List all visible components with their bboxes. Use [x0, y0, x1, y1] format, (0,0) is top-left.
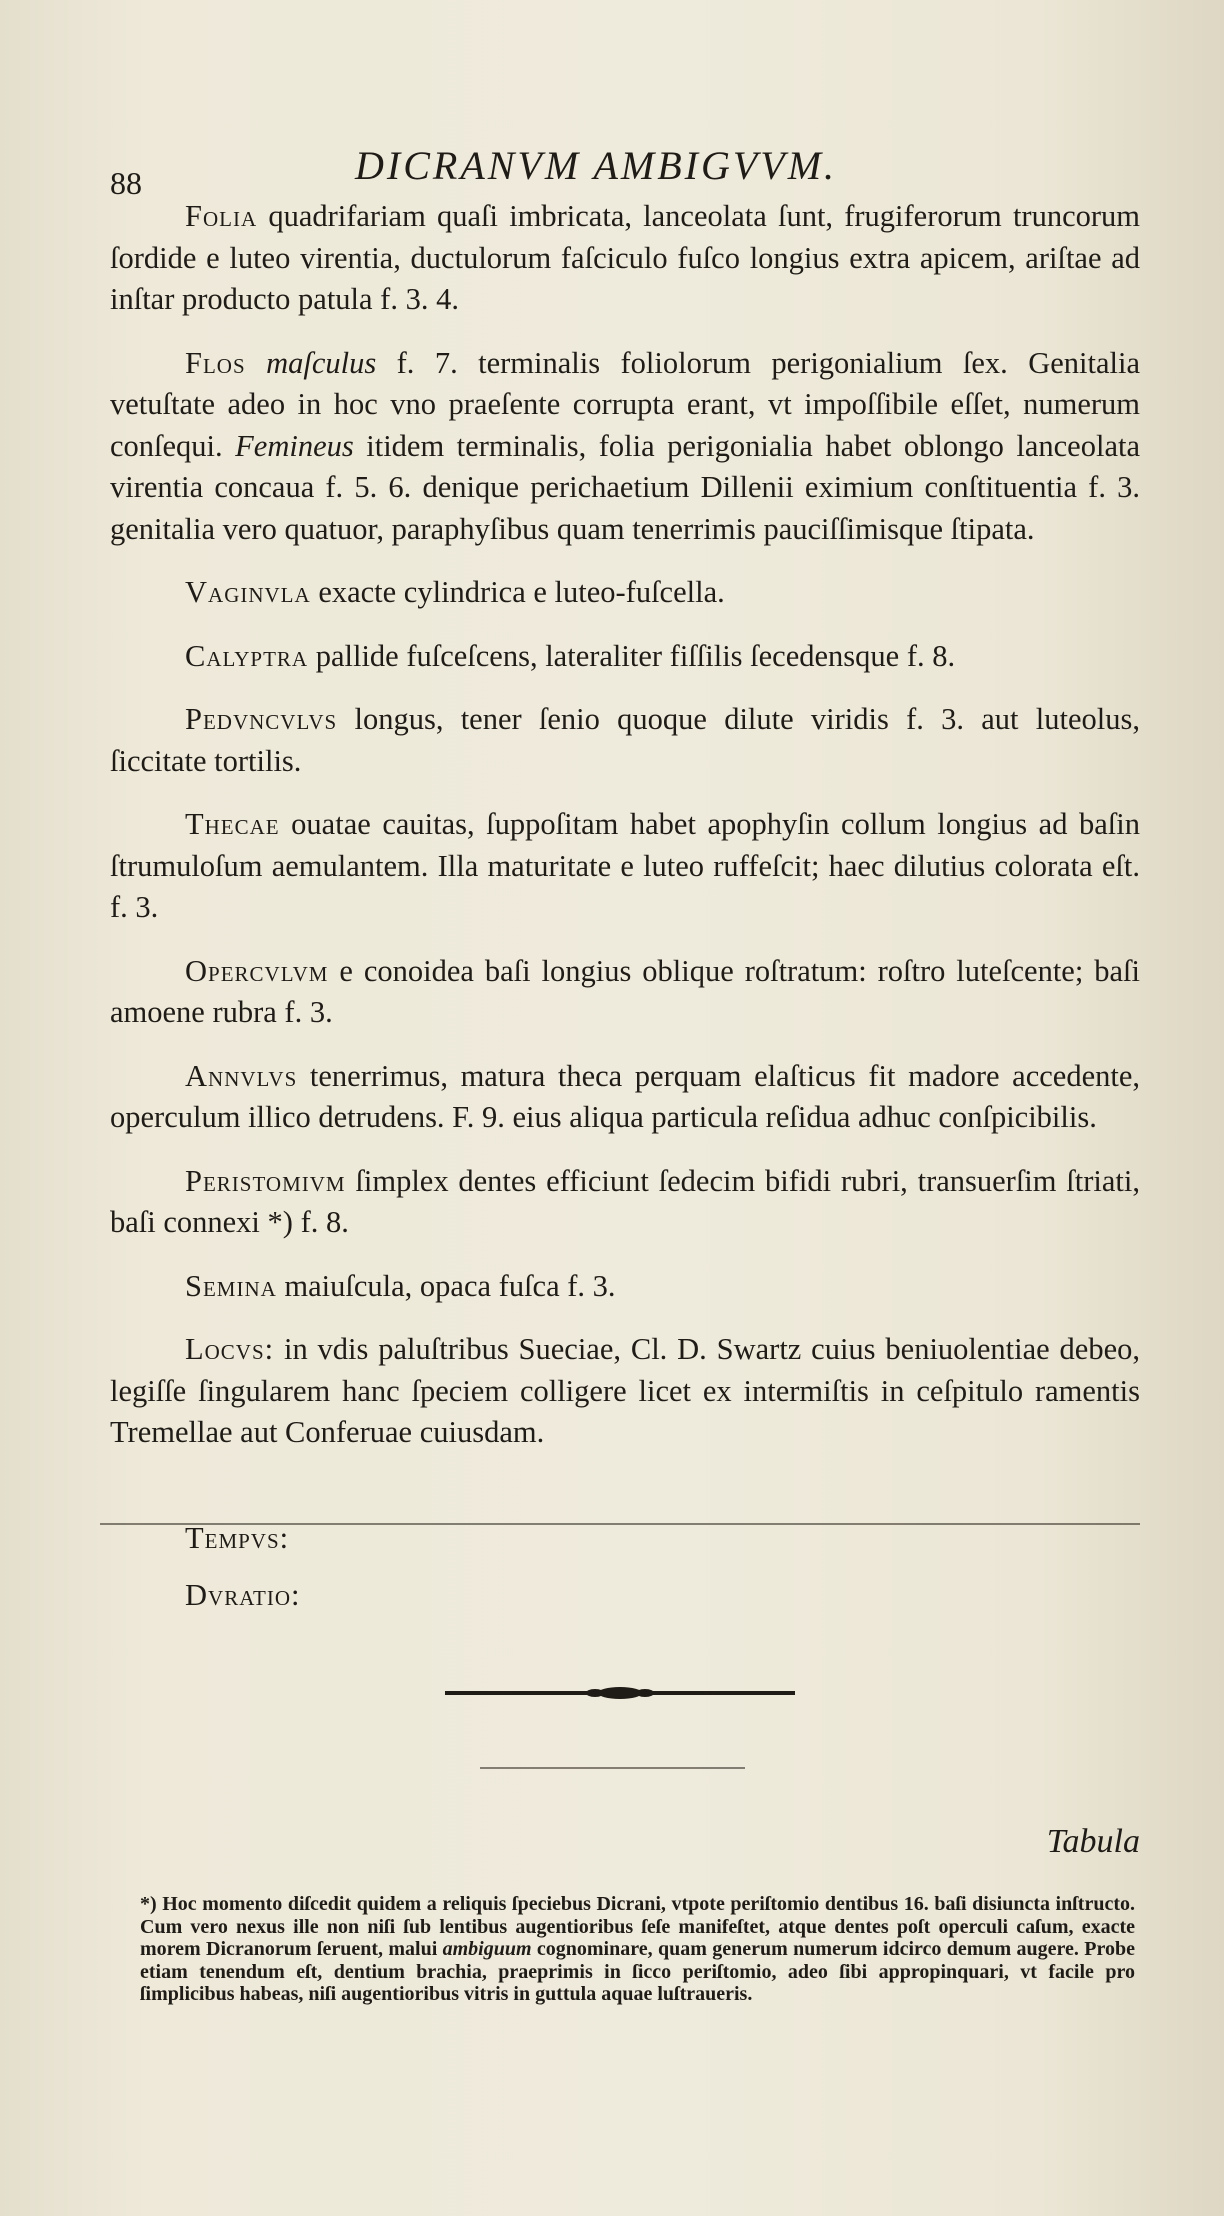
catchword: Tabula — [1046, 1823, 1140, 1860]
paragraph-text: exacte cylindrica e luteo-fuſcella. — [310, 575, 725, 609]
paragraph-flos — [110, 343, 1140, 551]
paragraph-label: Vaginvla — [185, 575, 311, 609]
paragraph-text: pallide fuſceſcens, lateraliter fiſſilis ſecedensque f. 8. — [308, 638, 956, 673]
paragraph-label: Flos — [185, 345, 246, 380]
paragraph-thecae — [110, 804, 1140, 929]
paragraph-text: ouatae cauitas, ſuppoſitam habet apophyſin collum longius ad baſin ſtrumuloſum aemulantem. Illa maturitate e luteo ruffeſcit; haec dilutius colorata eſt. f. 3. — [110, 807, 1140, 924]
paragraph-operculum — [110, 951, 1140, 1034]
paragraph-semina — [110, 1266, 1140, 1308]
italic-term: Femineus — [235, 428, 354, 463]
paragraph-text: longus, tener ſenio quoque dilute viridis f. 3. aut luteolus, ſiccitate tortilis. — [110, 702, 1140, 778]
page-number: 88 — [110, 165, 142, 201]
running-title: DICRANVM AMBIGVVM. — [355, 143, 838, 188]
main-text — [110, 196, 1140, 1476]
paragraph-locus — [110, 1329, 1140, 1454]
paragraph-text: itidem terminalis, folia perigonialia habet oblongo lanceolata virentia concaua f. 5. 6. denique perichaetium Dillenii eximium conſtituentia f. 3. genitalia vero quatuor, paraphyſibus quam tenerrimis pauciſſimisque ſtipata. — [110, 428, 1140, 546]
paragraph-label: Folia — [185, 199, 258, 233]
paragraph-calyptra — [110, 636, 1140, 678]
paragraph-text: tenerrimus, matura theca perquam elaſticus fit madore accedente, operculum illico detrudens. F. 9. eius aliqua particula reſidua adhuc conſpicibilis. — [110, 1058, 1140, 1134]
italic-term: maſculus — [266, 345, 377, 380]
footnote-text: cognominare, quam generum numerum idcirco demum augere. Probe etiam tenendum eſt, dentium brachia, praeprimis in ſicco periſtomio, adeo ſibi appropinquari, vt facile pro ſimplicibus habeas, niſi augentioribus vitris in guttula aquae luſtraueris. — [140, 1938, 1135, 2005]
paragraph-text: f. 7. terminalis foliolorum perigonialium ſex. Genitalia vetuſtate adeo in hoc vno praeſente corrupta erant, vt impoſſibile eſſet, numerum conſequi. — [110, 345, 1140, 463]
paragraph-pedunculus — [110, 699, 1140, 782]
footnote-text: Hoc momento diſcedit quidem a reliquis ſpeciebus Dicrani, vtpote periſtomio dentibus 16. baſi disiuncta inſtructo. Cum vero nexus ille non niſi ſub lentibus augentioribus ſeſe manifeſtet, atque dentes poſt operculi caſum, exacte morem Dicranorum ſeruent, malui — [140, 1893, 1135, 1960]
paragraph-label: Locvs: — [185, 1332, 275, 1366]
paragraph-text: in vdis paluſtribus Sueciae, Cl. D. Swartz cuius beniuolentiae debeo, legiſſe ſingularem hanc ſpeciem colligere licet ex intermiſtis in ceſpitulo ramentis Tremellae aut Conferuae cuiusdam. — [110, 1332, 1140, 1449]
ornament-divider — [445, 1686, 795, 1700]
paragraph-text: ſimplex dentes efficiunt ſedecim bifidi rubri, transuerſim ſtriati, baſi connexi *) f. 8. — [110, 1163, 1140, 1239]
footnote — [140, 1893, 1135, 2006]
paragraph-text: quadrifariam quaſi imbricata, lanceolata ſunt, frugiferorum truncorum ſordide e luteo virentia, ductulorum faſciculo fuſco longius extra apicem, ariſtae ad inſtar producto patula f. 3. 4. — [110, 199, 1140, 316]
tempus-label: Tempvs: — [185, 1521, 290, 1555]
paragraph-label: Opercvlvm — [185, 953, 329, 988]
footnote-italic: ambiguum — [442, 1938, 532, 1960]
paragraph-peristomium — [110, 1161, 1140, 1244]
paragraph-label: Peristomivm — [185, 1163, 346, 1198]
paragraph-label: Semina — [185, 1268, 277, 1303]
paragraph-label: Pedvncvlvs — [185, 702, 338, 736]
duratio-label: Dvratio: — [185, 1578, 301, 1612]
short-rule — [480, 1767, 745, 1769]
paragraph-label: Calyptra — [185, 638, 309, 673]
paragraph-text: maiuſcula, opaca fuſca f. 3. — [276, 1268, 616, 1303]
paragraph-folia — [110, 196, 1140, 321]
paragraph-vaginula — [110, 572, 1140, 614]
paragraph-label: Annvlvs — [185, 1058, 298, 1093]
paragraph-text: e conoidea baſi longius oblique roſtratum: roſtro luteſcente; baſi amoene rubra f. 3. — [110, 953, 1140, 1029]
footnote-marker: *) — [140, 1893, 157, 1915]
paragraph-annulus — [110, 1056, 1140, 1139]
paragraph-label: Thecae — [185, 807, 280, 841]
